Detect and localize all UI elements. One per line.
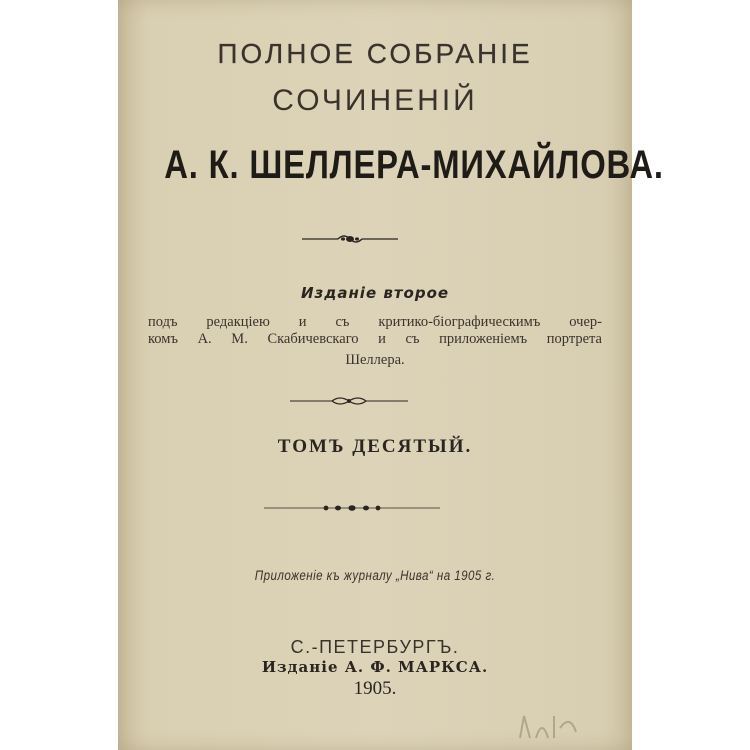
imprint-city: С.-ПЕТЕРБУРГЪ. [290,637,460,657]
ornament-divider-top [300,232,400,246]
title-page [118,0,664,750]
subtitle-line2: комъ А. М. Скабичевскаго и съ приложеніемъ портрета [148,331,602,347]
subtitle-line3: Шеллера. [345,352,405,368]
imprint-publisher: Изданіе А. Ф. МАРКСА. [261,658,489,676]
imprint-year: 1905. [353,678,397,699]
ornament-divider-middle [288,394,410,408]
volume-title: ТОМЪ ДЕСЯТЫЙ. [277,436,473,457]
supplement-note: Приложеніе къ журналу „Нива“ на 1905 г. [254,568,496,583]
subtitle-line1: подъ редакціею и съ критико-біографическимъ очер- [148,314,602,330]
collection-title-line1: ПОЛНОЕ СОБРАНІЕ [217,38,533,69]
ornament-divider-bottom [262,502,442,514]
author-name: А. К. ШЕЛЛЕРА-МИХАЙЛОВА. [164,143,664,187]
collection-title-line2: СОЧИНЕНІЙ [272,84,478,117]
faded-stamp-mark [514,708,584,744]
edition-heading: Изданіе второе [300,284,450,302]
